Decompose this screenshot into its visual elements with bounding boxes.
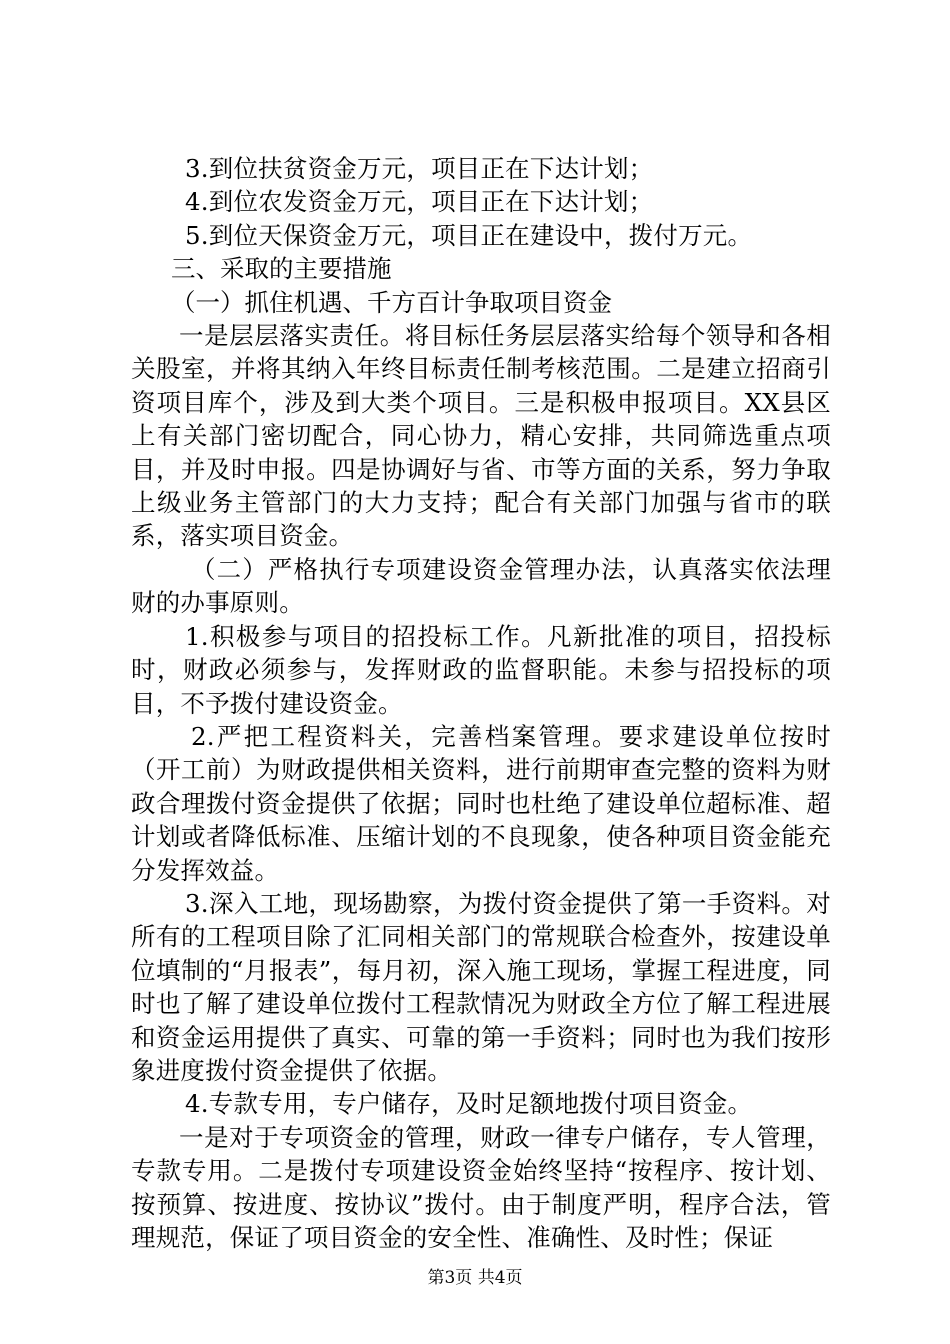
document-body: [131, 152, 831, 1254]
page-footer: 第3页 共4页: [427, 1268, 523, 1288]
paragraph-item-5: 5.到位天保资金万元，项目正在建设中，拨付万元。: [185, 220, 753, 250]
paragraph-special-funds: 一是对于专项资金的管理，财政一律专户储存，专人管理，专款专用。二是拨付专项建设资金始终坚持“按程序、按计划、按预算、按进度、按协议”拨付。由于制度严明，程序合法，管理规范，保证了项目资金的安全性、准确性、及时性；保证: [131, 1122, 831, 1252]
paragraph-point-2: 2.严把工程资料关，完善档案管理。要求建设单位按时（开工前）为财政提供相关资料，进行前期审查完整的资料为财政合理拨付资金提供了依据；同时也杜绝了建设单位超标准、超计划或者降低标准、压缩计划的不良现象，使各种项目资金能充分发挥效益。: [131, 721, 831, 885]
paragraph-item-3: 3.到位扶贫资金万元，项目正在下达计划；: [185, 154, 654, 183]
paragraph-point-3: 3.深入工地，现场勘察，为拨付资金提供了第一手资料。对所有的工程项目除了汇同相关部门的常规联合检查外，按建设单位填制的“月报表”，每月初，深入施工现场，掌握工程进度，同时也了解了建设单位拨付工程款情况为财政全方位了解工程进展和资金运用提供了真实、可靠的第一手资料；同时也为我们按形象进度拨付资金提供了依据。: [131, 888, 831, 1085]
section-heading: 三、采取的主要措施: [171, 254, 392, 284]
subsection-heading-1: （一）抓住机遇、千方百计争取项目资金: [171, 287, 612, 317]
subsection-heading-2: （二）严格执行专项建设资金管理办法，认真落实依法理财的办事原则。: [131, 554, 831, 618]
paragraph-measures-1: 一是层层落实责任。将目标任务层层落实给每个领导和各相关股室，并将其纳入年终目标责任制考核范围。二是建立招商引资项目库个，涉及到大类个项目。三是积极申报项目。XX县区上有关部门密切配合，同心协力，精心安排，共同筛选重点项目，并及时申报。四是协调好与省、市等方面的关系，努力争取上级业务主管部门的大力支持；配合有关部门加强与省市的联系，落实项目资金。: [131, 321, 831, 551]
paragraph-point-1: 1.积极参与项目的招投标工作。凡新批准的项目，招投标时，财政必须参与，发挥财政的监督职能。未参与招投标的项目，不予拨付建设资金。: [131, 621, 831, 718]
paragraph-item-4: 4.到位农发资金万元，项目正在下达计划；: [185, 187, 654, 217]
paragraph-point-4: 4.专款专用，专户储存，及时足额地拨付项目资金。: [185, 1089, 753, 1119]
